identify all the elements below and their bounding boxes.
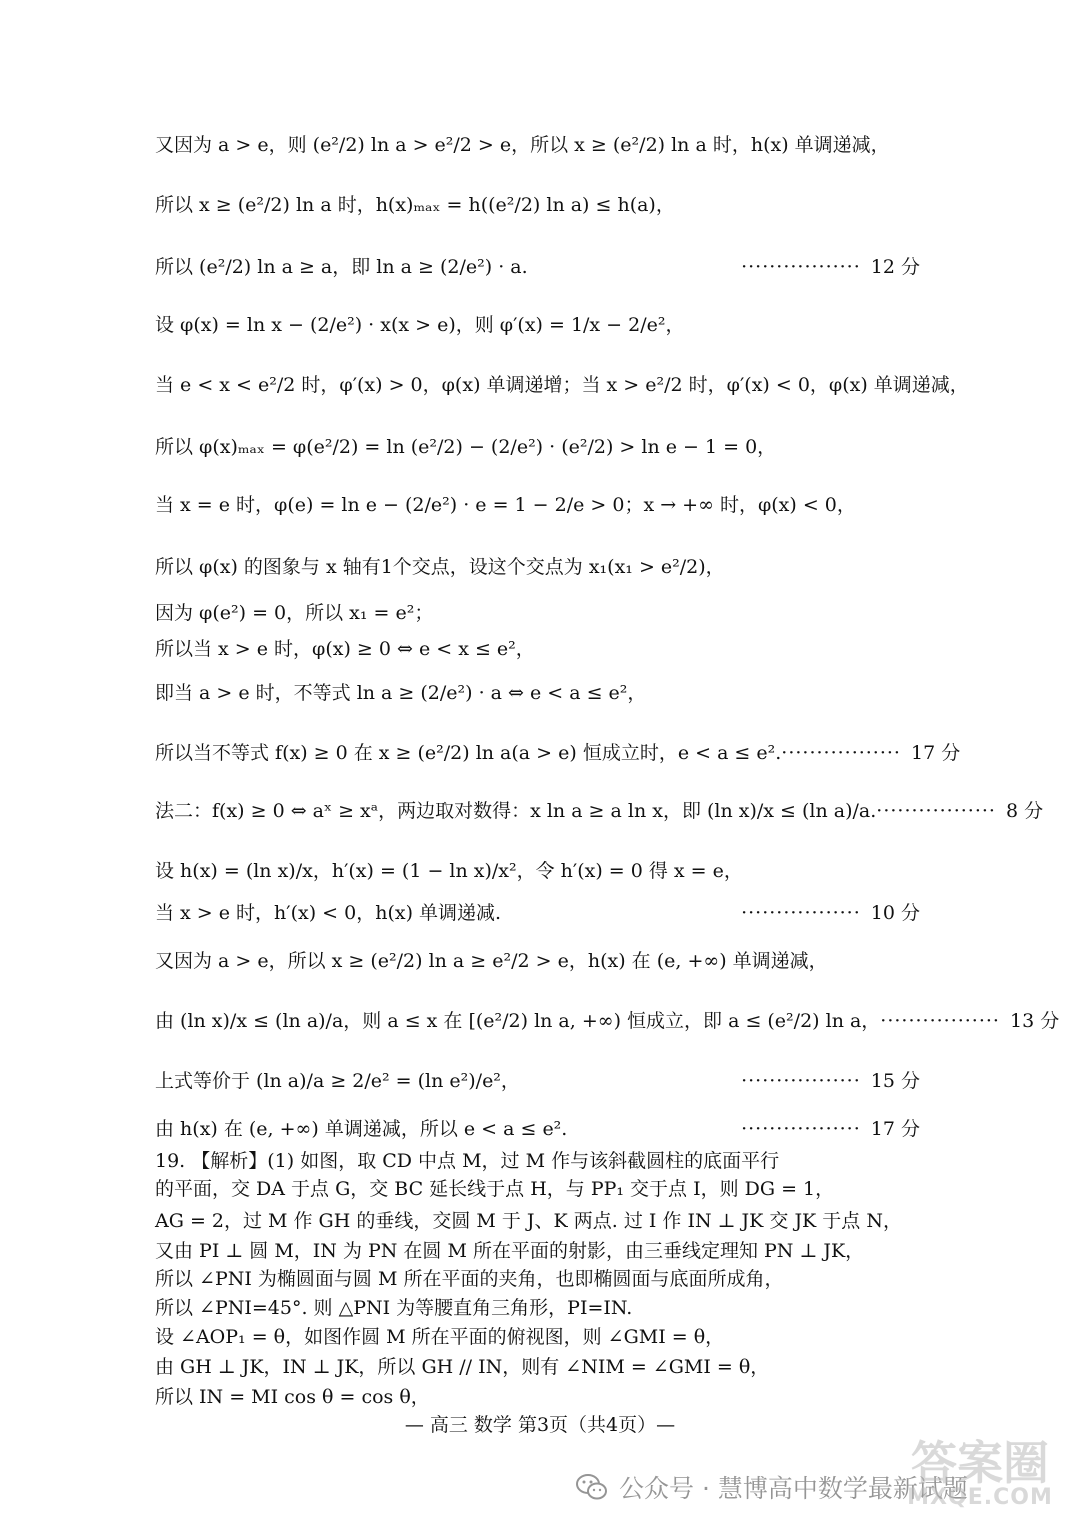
watermark-stamp [895, 1436, 1065, 1514]
line-text: 设 φ(x) = ln x − (2/e²) · x(x > e)，则 φ′(x) = 1/x − 2/e²， [155, 314, 685, 336]
line-text: 由 h(x) 在 (e, +∞) 单调递减，所以 e < a ≤ e². [155, 1118, 568, 1140]
solution-line [155, 1114, 920, 1141]
solution-line [155, 738, 961, 765]
line-text: 因为 φ(e²) = 0，所以 x₁ = e²； [155, 602, 434, 624]
solution-line [155, 856, 920, 883]
solution-line [155, 252, 920, 279]
solution-line [155, 1066, 920, 1093]
line-text: 所以当 x > e 时，φ(x) ≥ 0 ⇔ e < x ≤ e²， [155, 638, 535, 660]
solution-19-line: 所以 ∠PNI=45°. 则 △PNI 为等腰直角三角形，PI=IN. [155, 1297, 633, 1319]
score-marker [741, 252, 920, 279]
line-text: 所以 φ(x)ₘₐₓ = φ(e²/2) = ln (e²/2) − (2/e²) · (e²/2) > ln e − 1 = 0， [155, 436, 777, 458]
leader-dots: ················· [741, 256, 861, 278]
solution-line [155, 946, 920, 973]
leader-dots: ················· [741, 1070, 861, 1092]
leader-dots: ················· [781, 742, 901, 764]
solution-line [155, 310, 920, 337]
score-marker [741, 1066, 920, 1093]
score-points: 8 分 [1005, 800, 1044, 822]
score-marker [880, 1006, 1059, 1033]
line-text: 所以当不等式 f(x) ≥ 0 在 x ≥ (e²/2) ln a(a > e) 恒成立时，e < a ≤ e². [155, 742, 782, 764]
watermark-text: 公众号 · 慧博高中数学最新试题 [619, 1474, 968, 1503]
line-text: 所以 (e²/2) ln a ≥ a，即 ln a ≥ (2/e²) · a. [155, 256, 528, 278]
solution-line [155, 898, 920, 925]
solution-line [155, 190, 920, 217]
line-text: 设 h(x) = (ln x)/x，h′(x) = (1 − ln x)/x²，令 h′(x) = 0 得 x = e， [155, 860, 743, 882]
score-points: 10 分 [870, 902, 920, 924]
leader-dots: ················· [741, 902, 861, 924]
solution-19-line: 19. 【解析】(1) 如图，取 CD 中点 M，过 M 作与该斜截圆柱的底面平行 [155, 1150, 780, 1172]
solution-line [155, 1006, 1060, 1033]
solution-line [155, 432, 920, 459]
solution-line [155, 678, 920, 705]
score-marker [741, 1114, 920, 1141]
solution-line [155, 552, 920, 579]
score-points: 12 分 [870, 256, 920, 278]
stamp-url: MXQE.COM [907, 1485, 1053, 1510]
line-text: 当 x > e 时，h′(x) < 0，h(x) 单调递减. [155, 902, 502, 924]
leader-dots: ················· [876, 800, 996, 822]
score-points: 13 分 [1009, 1010, 1060, 1032]
solution-19-line: 又由 PI ⊥ 圆 M，IN 为 PN 在圆 M 所在平面的射影，由三垂线定理知 PN ⊥ JK， [155, 1240, 865, 1262]
leader-dots: ················· [741, 1118, 861, 1140]
solution-line [155, 598, 920, 625]
score-points: 17 分 [870, 1118, 920, 1140]
line-text: 当 x = e 时，φ(e) = ln e − (2/e²) · e = 1 − 2/e > 0；x → +∞ 时，φ(x) < 0， [155, 494, 856, 516]
solution-19-line: 所以 ∠PNI 为椭圆面与圆 M 所在平面的夹角，也即椭圆面与底面所成角， [155, 1268, 784, 1290]
solution-19-line: 所以 IN = MI cos θ = cos θ， [155, 1386, 430, 1408]
line-text: 法二：f(x) ≥ 0 ⇔ aˣ ≥ xᵃ，两边取对数得：x ln a ≥ a ln x，即 (ln x)/x ≤ (ln a)/a. [155, 800, 877, 822]
score-marker [876, 796, 1043, 823]
solution-line [155, 490, 920, 517]
page-footer: — 高三 数学 第3页（共4页）— [404, 1414, 676, 1436]
score-marker [741, 898, 920, 925]
stamp-text: 答案圈 [911, 1436, 1049, 1490]
line-text: 所以 x ≥ (e²/2) ln a 时，h(x)ₘₐₓ = h((e²/2) ln a) ≤ h(a)， [155, 194, 675, 216]
line-text: 当 e < x < e²/2 时，φ′(x) > 0，φ(x) 单调递增；当 x > e²/2 时，φ′(x) < 0，φ(x) 单调递减， [155, 374, 969, 396]
line-text: 又因为 a > e，所以 x ≥ (e²/2) ln a ≥ e²/2 > e，h(x) 在 (e, +∞) 单调递减， [155, 950, 828, 972]
score-marker [781, 738, 960, 765]
solution-line [155, 370, 969, 397]
solution-19-line: 设 ∠AOP₁ = θ，如图作圆 M 所在平面的俯视图，则 ∠GMI = θ， [155, 1326, 725, 1348]
line-text: 所以 φ(x) 的图象与 x 轴有1个交点，设这个交点为 x₁(x₁ > e²/2)， [155, 556, 725, 578]
line-text: 上式等价于 (ln a)/a ≥ 2/e² = (ln e²)/e²， [155, 1070, 520, 1092]
score-points: 15 分 [870, 1070, 920, 1092]
solution-line [155, 634, 920, 661]
solution-19-line: 的平面，交 DA 于点 G，交 BC 延长线于点 H，与 PP₁ 交于点 I，则 DG = 1， [155, 1178, 835, 1200]
line-text: 由 (ln x)/x ≤ (ln a)/a，则 a ≤ x 在 [(e²/2) ln a, +∞) 恒成立，即 a ≤ (e²/2) ln a， [155, 1010, 881, 1032]
line-text: 又因为 a > e，则 (e²/2) ln a > e²/2 > e，所以 x ≥ (e²/2) ln a 时，h(x) 单调递减， [155, 134, 890, 156]
solution-19-line: AG = 2，过 M 作 GH 的垂线，交圆 M 于 J、K 两点. 过 I 作 IN ⊥ JK 交 JK 于点 N， [155, 1210, 902, 1232]
wechat-icon [575, 1470, 609, 1504]
line-text: 即当 a > e 时，不等式 ln a ≥ (2/e²) · a ⇔ e < a ≤ e²， [155, 682, 647, 704]
solution-line [155, 130, 920, 157]
solution-line [155, 796, 1044, 823]
solution-19-line: 由 GH ⊥ JK，IN ⊥ JK，所以 GH // IN，则有 ∠NIM = ∠GMI = θ， [155, 1356, 770, 1378]
score-points: 17 分 [910, 742, 961, 764]
leader-dots: ················· [880, 1010, 1000, 1032]
